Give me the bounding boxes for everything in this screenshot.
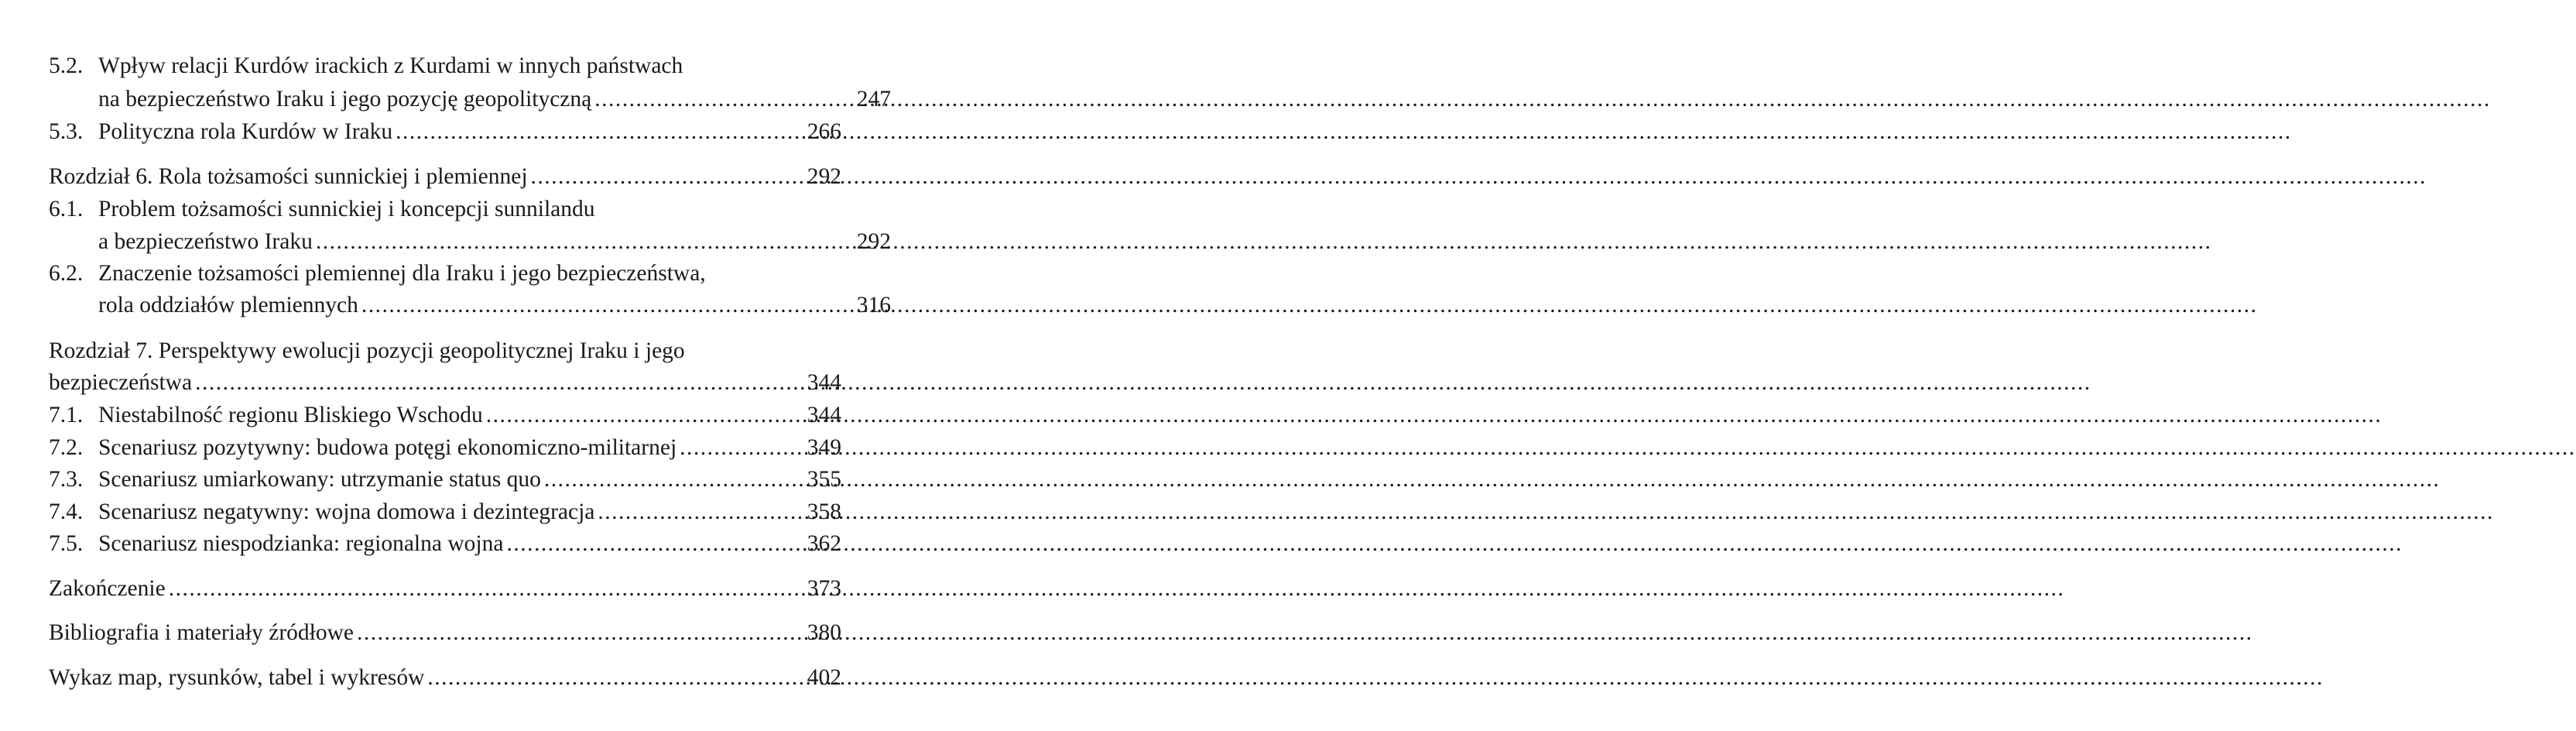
page-number: 402 <box>807 665 841 690</box>
entry-title: Scenariusz pozytywny: budowa potęgi ekonomiczno-militarnej <box>98 435 677 460</box>
toc-entry-6-1-cont <box>49 226 891 257</box>
page-number: 380 <box>807 620 841 645</box>
entry-title: Scenariusz niespodzianka: regionalna wojna <box>98 531 504 556</box>
toc-list-of-figures <box>49 662 841 693</box>
page-number: 373 <box>807 576 841 601</box>
entry-number: 7.2. <box>49 435 84 460</box>
entry-number: 5.2. <box>49 53 84 78</box>
entry-title: Zakończenie <box>49 576 166 601</box>
toc-entry-7-2 <box>49 432 841 463</box>
entry-title: Scenariusz negatywny: wojna domowa i dezintegracja <box>98 499 595 524</box>
dot-leader <box>544 464 804 495</box>
dot-leader <box>357 617 804 648</box>
entry-title: Wykaz map, rysunków, tabel i wykresów <box>49 665 425 690</box>
entry-number: 7.4. <box>49 499 84 524</box>
toc-entry-7-4 <box>49 496 841 527</box>
dot-leader <box>594 84 854 115</box>
toc-chapter-7-cont <box>49 367 841 398</box>
page-number: 292 <box>807 164 841 189</box>
toc-entry-5-3 <box>49 116 841 147</box>
toc-bibliography <box>49 617 841 648</box>
toc-entry-7-5 <box>49 528 841 559</box>
page-number: 344 <box>807 370 841 395</box>
page-number: 316 <box>856 293 891 317</box>
dot-leader <box>486 400 804 431</box>
toc-entry-5-2 <box>49 50 841 81</box>
toc-chapter-6 <box>49 161 841 192</box>
entry-title: bezpieczeństwa <box>49 370 193 395</box>
entry-title: a bezpieczeństwo Iraku <box>98 229 313 254</box>
dot-leader <box>316 226 854 257</box>
dot-leader <box>531 161 804 192</box>
dot-leader <box>195 367 804 398</box>
page-number: 349 <box>807 435 841 460</box>
dot-leader <box>361 290 854 321</box>
entry-title: na bezpieczeństwo Iraku i jego pozycję geopolityczną <box>98 87 592 112</box>
entry-title: Rozdział 6. Rola tożsamości sunnickiej i plemiennej <box>49 164 528 189</box>
toc-entry-6-1 <box>49 194 841 225</box>
page-number: 266 <box>807 119 841 144</box>
entry-title: Rozdział 7. Perspektywy ewolucji pozycji geopolitycznej Iraku i jego <box>49 338 685 363</box>
entry-title: Scenariusz umiarkowany: utrzymanie status quo <box>98 467 541 492</box>
toc-conclusion <box>49 573 841 604</box>
entry-title: Znaczenie tożsamości plemiennej dla Iraku i jego bezpieczeństwa, <box>98 261 706 286</box>
toc-entry-7-3 <box>49 464 841 495</box>
page-number: 355 <box>807 467 841 492</box>
entry-title: Wpływ relacji Kurdów irackich z Kurdami w innych państwach <box>98 53 683 78</box>
dot-leader <box>396 116 804 147</box>
page-number: 344 <box>807 403 841 427</box>
toc-entry-7-1 <box>49 400 841 431</box>
entry-title: Niestabilność regionu Bliskiego Wschodu <box>98 403 483 427</box>
page-number: 358 <box>807 499 841 524</box>
entry-number: 7.1. <box>49 403 84 427</box>
entry-number: 7.5. <box>49 531 84 556</box>
entry-number: 6.1. <box>49 197 84 221</box>
entry-title: rola oddziałów plemiennych <box>98 293 358 317</box>
entry-number: 6.2. <box>49 261 84 286</box>
entry-number: 5.3. <box>49 119 84 144</box>
toc-chapter-7 <box>49 335 841 366</box>
page-number: 247 <box>856 87 891 112</box>
entry-title: Bibliografia i materiały źródłowe <box>49 620 355 645</box>
entry-title: Polityczna rola Kurdów w Iraku <box>98 119 393 144</box>
entry-title: Problem tożsamości sunnickiej i koncepcji sunnilandu <box>98 197 595 221</box>
dot-leader <box>506 528 803 559</box>
entry-number: 7.3. <box>49 467 84 492</box>
toc-entry-5-2-cont <box>49 84 891 115</box>
page-number: 292 <box>856 229 891 254</box>
toc-entry-6-2 <box>49 258 841 289</box>
toc-entry-6-2-cont <box>49 290 891 321</box>
dot-leader <box>427 662 803 693</box>
dot-leader <box>169 573 804 604</box>
dot-leader <box>598 496 803 527</box>
page-number: 362 <box>807 531 841 556</box>
dot-leader <box>680 432 804 463</box>
